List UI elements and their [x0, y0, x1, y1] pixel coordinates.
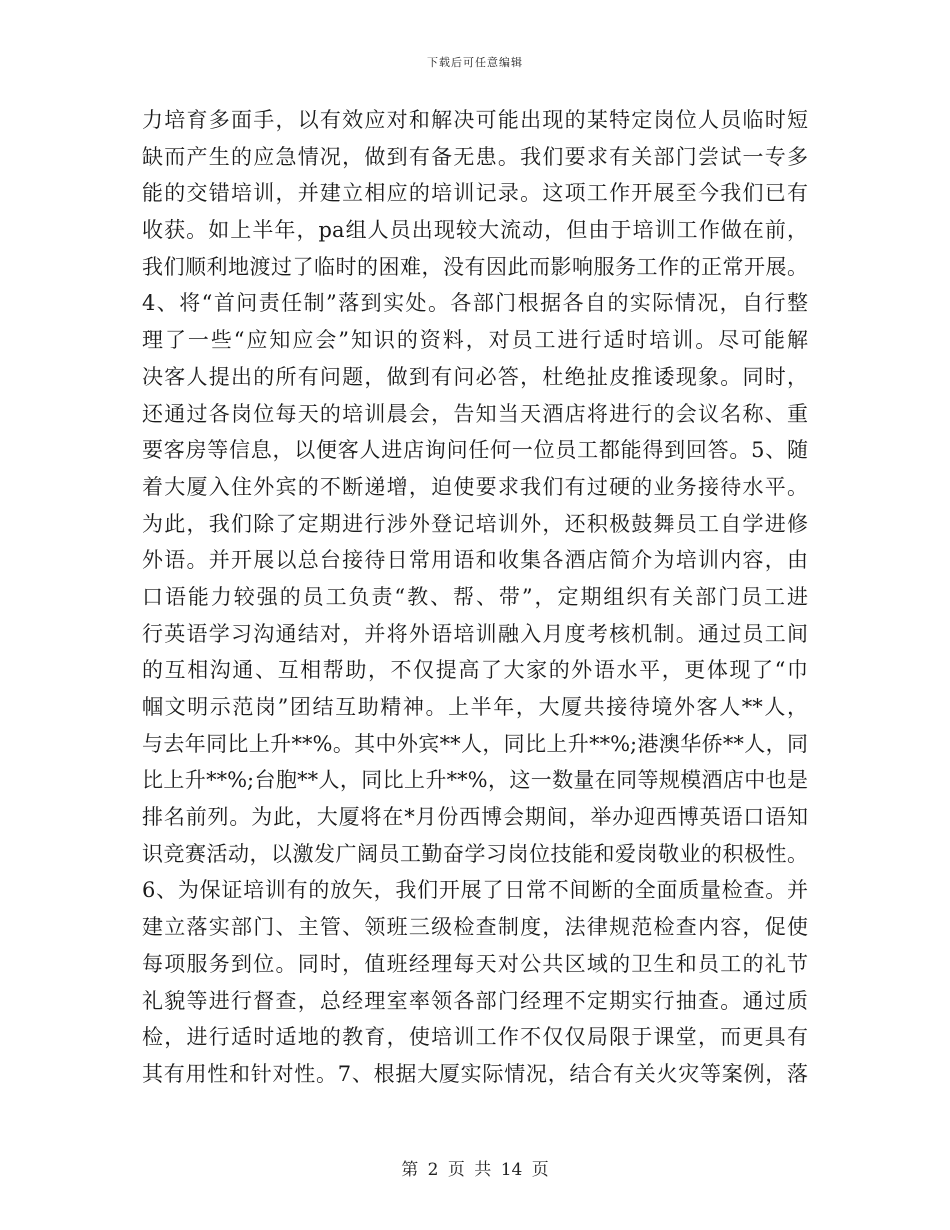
body-line: 要客房等信息，以便客人进店询问任何一位员工都能得到回答。5、随 [142, 438, 808, 463]
body-line: 每项服务到位。同时，值班经理每天对公共区域的卫生和员工的礼节 [142, 951, 808, 976]
body-line: 我们顺利地渡过了临时的困难，没有因此而影响服务工作的正常开展。 [142, 254, 808, 279]
body-line: 力培育多面手，以有效应对和解决可能出现的某特定岗位人员临时短 [142, 108, 808, 132]
body-line: 建立落实部门、主管、领班三级检查制度，法律规范检查内容，促使 [142, 915, 808, 940]
body-line: 其有用性和针对性。7、根据大厦实际情况，结合有关火灾等案例，落 [142, 1061, 808, 1086]
body-line: 为此，我们除了定期进行涉外登记培训外，还积极鼓舞员工自学进修 [142, 511, 808, 536]
document-body [142, 102, 808, 1093]
body-line: 与去年同比上升**%。其中外宾**人，同比上升**%;港澳华侨**人，同 [142, 731, 808, 756]
body-line: 识竞赛活动，以激发广阔员工勤奋学习岗位技能和爱岗敬业的积极性。 [142, 841, 808, 866]
body-line: 理了一些“应知应会”知识的资料，对员工进行适时培训。尽可能解 [142, 328, 808, 353]
body-line: 收获。如上半年，pa组人员出现较大流动，但由于培训工作做在前， [142, 218, 808, 243]
body-line: 6、为保证培训有的放矢，我们开展了日常不间断的全面质量检查。并 [142, 878, 808, 903]
body-line: 帼文明示范岗”团结互助精神。上半年，大厦共接待境外客人**人， [142, 695, 808, 719]
body-line: 行英语学习沟通结对，并将外语培训融入月度考核机制。通过员工间 [142, 621, 808, 646]
page-header: 下载后可任意编辑 [427, 56, 523, 69]
body-line: 缺而产生的应急情况，做到有备无患。我们要求有关部门尝试一专多 [142, 144, 808, 169]
body-line: 着大厦入住外宾的不断递增，迫使要求我们有过硬的业务接待水平。 [142, 474, 808, 499]
body-line: 能的交错培训，并建立相应的培训记录。这项工作开展至今我们已有 [142, 181, 808, 206]
body-line: 口语能力较强的员工负责“教、帮、带”，定期组织有关部门员工进 [142, 584, 808, 609]
body-line: 决客人提出的所有问题，做到有问必答，杜绝扯皮推诿现象。同时， [142, 364, 808, 389]
body-line: 排名前列。为此，大厦将在*月份西博会期间，举办迎西博英语口语知 [142, 805, 808, 830]
body-line: 还通过各岗位每天的培训晨会，告知当天酒店将进行的会议名称、重 [142, 401, 808, 426]
body-line: 4、将“首问责任制”落到实处。各部门根据各自的实际情况，自行整 [142, 291, 808, 316]
body-line: 比上升**%;台胞**人，同比上升**%，这一数量在同等规模酒店中也是 [142, 768, 808, 793]
page-footer: 第 2 页 共 14 页 [401, 1160, 549, 1180]
body-line: 礼貌等进行督查，总经理室率领各部门经理不定期实行抽查。通过质 [142, 988, 808, 1013]
body-line: 外语。并开展以总台接待日常用语和收集各酒店简介为培训内容，由 [142, 548, 808, 573]
body-line: 检，进行适时适地的教育，使培训工作不仅仅局限于课堂，而更具有 [142, 1025, 808, 1050]
body-line: 的互相沟通、互相帮助，不仅提高了大家的外语水平，更体现了“巾 [142, 658, 808, 683]
